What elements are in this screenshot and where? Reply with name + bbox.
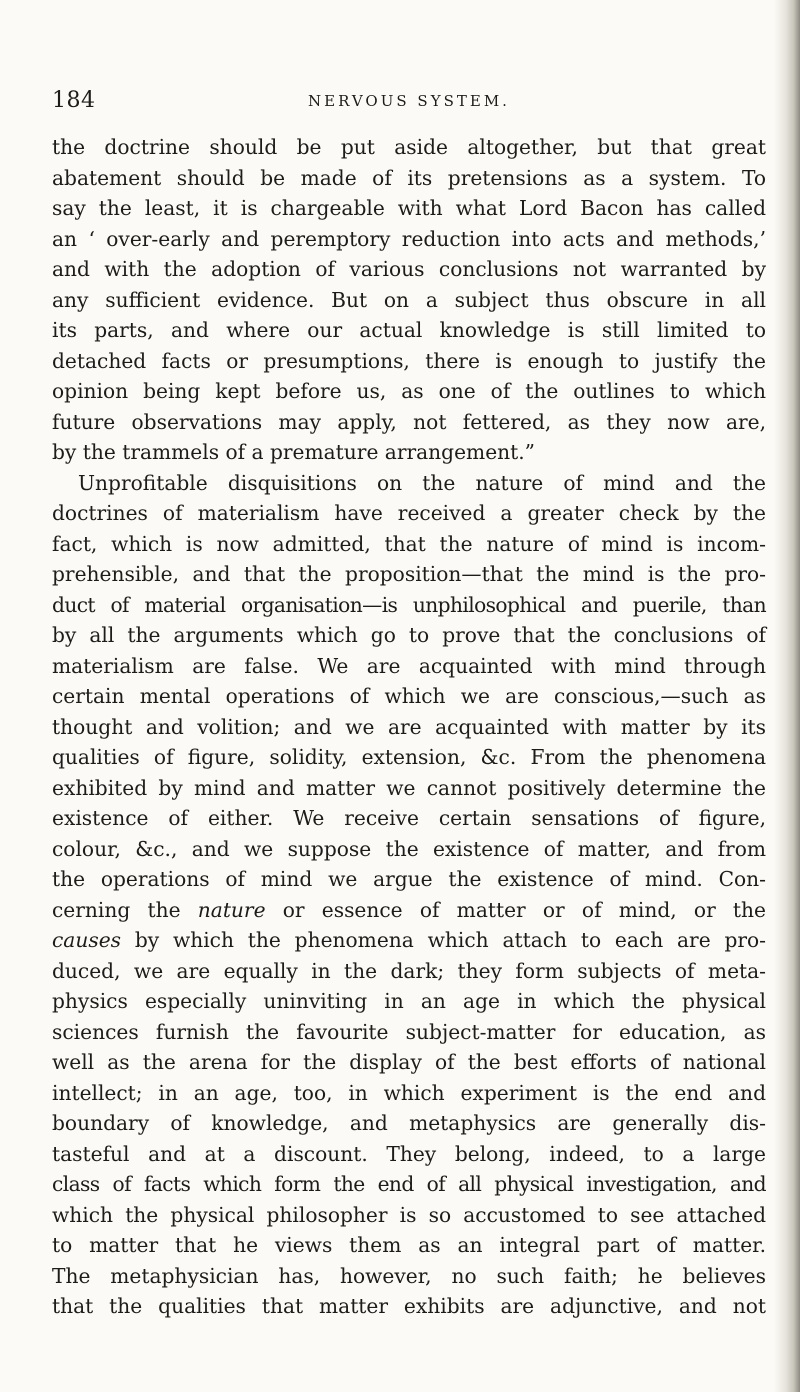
- text-line: The metaphysician has, however, no such faith; he believes: [52, 1263, 766, 1288]
- paragraph-start-line: Unprofitable disquisitions on the nature of mind and the: [78, 470, 766, 495]
- text-line: duct of material organisation—is unphilosophical and puerile, than: [52, 592, 766, 617]
- text-line: existence of either. We receive certain sensations of figure,: [52, 806, 766, 830]
- text-line: materialism are false. We are acquainted with mind through: [52, 653, 766, 678]
- text-line: well as the arena for the display of the best efforts of national: [52, 1050, 766, 1074]
- page-header: [52, 86, 766, 116]
- text-line: its parts, and where our actual knowledge is still limited to: [52, 318, 766, 342]
- text-run: by which the phenomena which attach to each are pro-: [121, 928, 766, 952]
- text-line: fact, which is now admitted, that the nature of mind is incom-: [52, 531, 766, 556]
- running-title: NERVOUS SYSTEM.: [308, 92, 510, 110]
- text-line: duced, we are equally in the dark; they form subjects of meta-: [52, 958, 766, 983]
- text-line: that the qualities that matter exhibits are adjunctive, and not: [52, 1294, 766, 1318]
- text-line: intellect; in an age, too, in which experiment is the end and: [52, 1080, 766, 1105]
- text-line: which the physical philosopher is so accustomed to see attached: [52, 1202, 766, 1227]
- body-text: [52, 132, 766, 1322]
- text-line: exhibited by mind and matter we cannot positively determine the: [52, 775, 766, 800]
- text-line: colour, &c., and we suppose the existence of matter, and from: [52, 836, 766, 861]
- text-line: detached facts or presumptions, there is enough to justify the: [52, 348, 766, 373]
- text-line: opinion being kept before us, as one of the outlines to which: [52, 379, 766, 403]
- italic-word: causes: [52, 928, 122, 952]
- text-line: future observations may apply, not fettered, as they now are,: [52, 409, 766, 434]
- text-run: cerning the: [52, 897, 198, 922]
- text-line: by the trammels of a premature arrangement.”: [52, 440, 535, 464]
- text-line: class of facts which form the end of all physical investigation, and: [52, 1172, 766, 1196]
- text-line: sciences furnish the favourite subject-matter for education, as: [52, 1019, 766, 1044]
- text-line: certain mental operations of which we are conscious,—such as: [52, 684, 766, 708]
- text-line: by all the arguments which go to prove that the conclusions of: [52, 623, 766, 647]
- page-edge-shadow: [774, 0, 800, 1392]
- text-line: and with the adoption of various conclusions not warranted by: [52, 257, 766, 281]
- text-line: to matter that he views them as an integral part of matter.: [52, 1233, 766, 1257]
- page-number: 184: [52, 88, 96, 113]
- text-line: physics especially uninviting in an age in which the physical: [52, 989, 766, 1013]
- text-line: boundary of knowledge, and metaphysics are generally dis-: [52, 1111, 766, 1135]
- text-line: doctrines of materialism have received a greater check by the: [52, 501, 766, 525]
- text-line: qualities of figure, solidity, extension, &c. From the phenomena: [52, 745, 766, 769]
- text-line: the doctrine should be put aside altogether, but that great: [52, 135, 766, 159]
- italic-word: nature: [197, 897, 266, 922]
- text-run: or essence of matter or of mind, or the: [265, 897, 766, 922]
- text-line: any sufficient evidence. But on a subject thus obscure in all: [52, 287, 766, 312]
- text-line: the operations of mind we argue the existence of mind. Con-: [52, 867, 766, 891]
- text-line-with-italic: [52, 895, 766, 926]
- text-line: thought and volition; and we are acquainted with matter by its: [52, 714, 766, 739]
- text-line: prehensible, and that the proposition—that the mind is the pro-: [52, 562, 766, 586]
- text-line: say the least, it is chargeable with what Lord Bacon has called: [52, 196, 766, 220]
- text-line: abatement should be made of its pretensions as a system. To: [52, 165, 766, 190]
- text-line: tasteful and at a discount. They belong, indeed, to a large: [52, 1141, 766, 1166]
- text-line: an ‘ over-early and peremptory reduction into acts and methods,’: [52, 226, 766, 251]
- text-line-with-italic: [52, 925, 766, 956]
